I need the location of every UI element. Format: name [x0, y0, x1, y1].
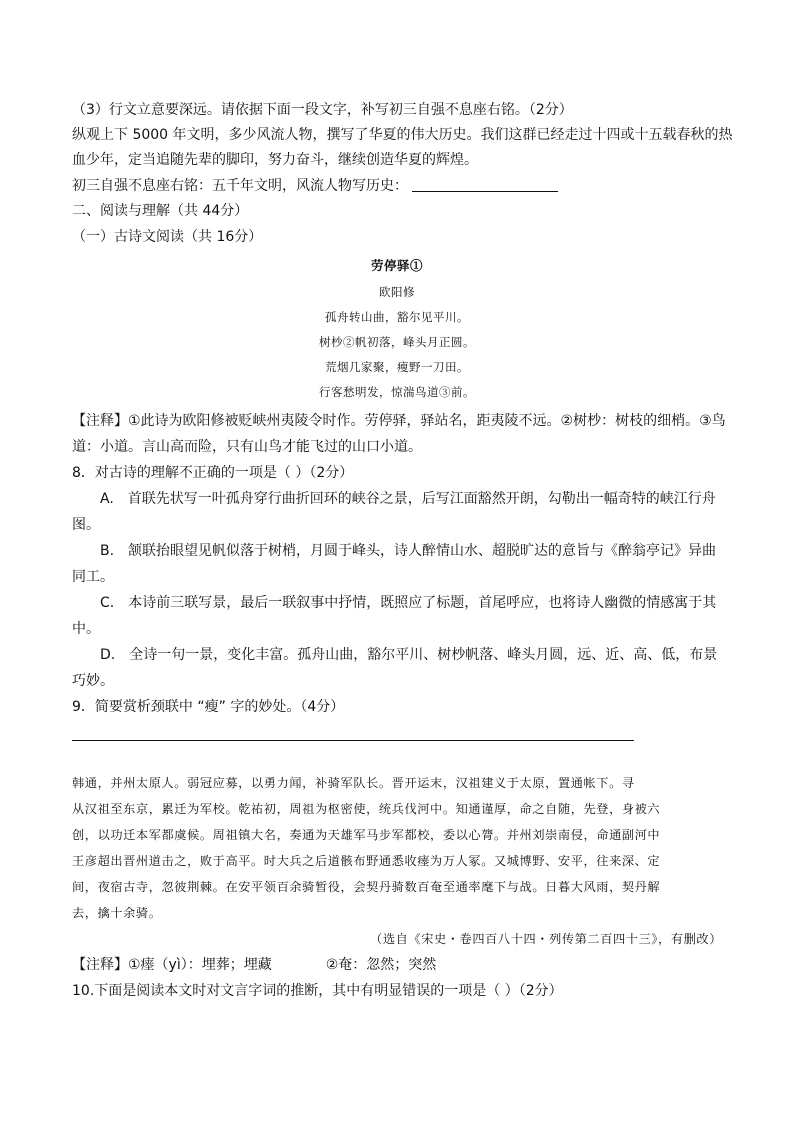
poem-note-line-1: 【注释】①此诗为欧阳修被贬峡州夷陵令时作。劳停驿，驿站名，距夷陵不远。②树杪：树枝的细梢。③鸟 [72, 413, 726, 429]
classical-line-1: 韩通，并州太原人。弱冠应募，以勇力闻，补骑军队长。晋开运末，汉祖建义于太原，置通帐下。寻 [72, 776, 635, 790]
poem-note-line-2: 道：小道。言山高而险，只有山鸟才能飞过的山口小道。 [72, 439, 422, 455]
q3-prompt: （3）行文立意要深远。请依据下面一段文字，补写初三自强不息座右铭。（2分） [72, 102, 573, 118]
classical-line-3: 创，以功迁本军都虞候。周祖镇大名，奏通为天雄军马步军都校，委以心膂。并州刘崇南侵，命通副河中 [72, 828, 661, 842]
q9-stem: 9．简要赏析颈联中 “瘦” 字的妙处。（4分） [72, 699, 345, 715]
section2-1-heading: （一）古诗文阅读（共 16分） [72, 229, 263, 245]
q3-passage-line-2: 血少年，定当追随先辈的脚印，努力奋斗，继续创造华夏的辉煌。 [72, 152, 478, 168]
q8-option-b-line-2: 同工。 [72, 569, 114, 585]
classical-note-item-2: ②奄：忽然；突然 [325, 957, 437, 973]
poem-line-4: 行客愁明发，惊湍鸟道③前。 [319, 385, 475, 399]
q8-option-b-line-1: B. 颔联抬眼望见帆似落于树梢，月圆于峰头，诗人醉情山水、超脱旷达的意旨与《醉翁亭记》异曲 [100, 543, 717, 559]
q3-motto-text: 初三自强不息座右铭：五千年文明，风流人物写历史： [72, 178, 408, 194]
q8-option-d-line-2: 巧妙。 [72, 673, 114, 689]
classical-note-label: 【注释】 [72, 957, 128, 973]
classical-note-item-1: ①瘗（yì）：埋葬；埋藏 [128, 957, 272, 973]
q8-option-a-line-2: 图。 [72, 517, 100, 533]
classical-line-2: 从汉祖至东京，累迁为军校。乾祐初，周祖为枢密使，统兵伐河中。知通谨厚，命之自随，先登，身被六 [72, 802, 661, 816]
q8-option-d-line-1: D. 全诗一句一景，变化丰富。孤舟山曲，豁尔平川、树杪帆落、峰头月圆，远、近、高、低，布景 [100, 647, 718, 663]
q8-option-c-line-1: C. 本诗前三联写景，最后一联叙事中抒情，既照应了标题，首尾呼应，也将诗人幽微的情感寓于其 [100, 595, 717, 611]
poem-author: 欧阳修 [379, 285, 415, 299]
section2-heading: 二、阅读与理解（共 44分） [72, 203, 249, 219]
q8-stem: 8．对古诗的理解不正确的一项是（ ）（2分） [72, 465, 354, 481]
q10-stem: 10.下面是阅读本文时对文言字词的推断，其中有明显错误的一项是（ ）（2分） [72, 983, 563, 999]
classical-note-row [72, 954, 722, 976]
classical-line-6: 去，擒十余骑。 [72, 906, 162, 920]
q3-motto-row [72, 175, 722, 197]
poem-line-3: 荒烟几家聚，瘦野一刀田。 [325, 360, 469, 374]
q3-answer-blank[interactable] [412, 176, 558, 192]
classical-line-5: 间，夜宿古寺，忽彼荆棘。在安平领百余骑暂役，会契丹骑数百奄至通率麾下与战。日暮大风雨，契丹解 [72, 880, 661, 894]
classical-source: （选自《宋史・卷四百八十四・列传第二百四十三》，有删改） [370, 932, 722, 946]
q8-option-a-line-1: A. 首联先状写一叶孤舟穿行曲折回环的峡谷之景，后写江面豁然开朗，勾勒出一幅奇特的峡江行舟 [100, 491, 716, 507]
classical-line-4: 王彦超出晋州道击之，败于高平。时大兵之后道骸布野通悉收瘗为万人冢。又城博野、安平，往来深、定 [72, 854, 661, 868]
poem-line-2: 树杪②帆初落，峰头月正圆。 [319, 335, 475, 349]
q3-passage-line-1: 纵观上下 5000 年文明，多少风流人物，撰写了华夏的伟大历史。我们这群已经走过十四或十五载春秋的热 [72, 127, 733, 143]
q9-answer-line[interactable] [72, 740, 634, 741]
poem-line-1: 孤舟转山曲，豁尔见平川。 [325, 310, 469, 324]
q8-option-c-line-2: 中。 [72, 621, 100, 637]
poem-title: 劳停驿① [370, 258, 423, 273]
